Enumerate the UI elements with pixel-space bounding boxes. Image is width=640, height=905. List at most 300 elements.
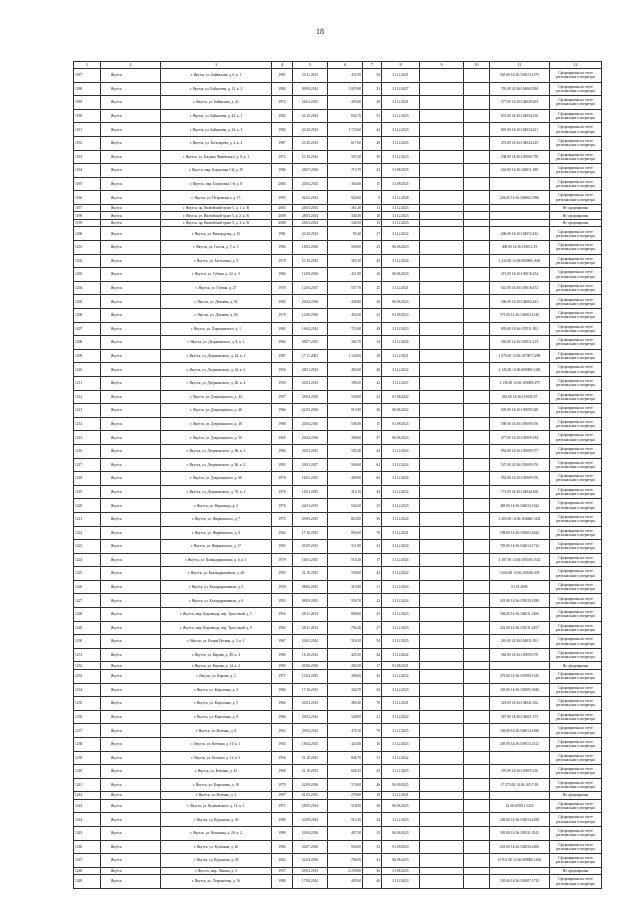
table-cell: г. Якутск, ул. Байкалова, д. 6, к. 1 (161, 69, 272, 83)
table-cell: Якутск (101, 212, 161, 220)
cell-amount: 771.00 (500, 489, 511, 494)
cell-cadastral-number: 14:36:105:7:38 (516, 782, 539, 787)
table-cell (490, 295, 550, 309)
table-cell (420, 204, 464, 212)
table-cell: 1208 (74, 336, 101, 350)
table-cell: 1191 (74, 123, 101, 137)
table-cell: 436.80 (328, 295, 363, 309)
table-cell: Сформирован на счете регионального оператора (550, 799, 602, 813)
table-cell: 17.10.2013 (293, 526, 328, 540)
cell-amount: 4 107.00 (498, 557, 512, 562)
table-cell: 31.12.2023 (382, 212, 420, 220)
cell-amount: 544.00 (500, 168, 511, 173)
table-cell: Сформирован на счете регионального оператора (550, 458, 602, 472)
table-cell (490, 662, 550, 670)
table-cell: 1206 (74, 309, 101, 323)
cell-amount: 1 070.00 (498, 353, 512, 358)
table-cell: 31.12.2021 (382, 792, 420, 800)
table-cell (420, 254, 464, 268)
table-cell (464, 813, 490, 827)
table-cell: 1965 (272, 431, 293, 445)
table-cell: 20.04.2016 (293, 826, 328, 840)
table-cell: Якутск (101, 799, 161, 813)
table-cell: 950.70 (328, 594, 363, 608)
table-cell: 1971 (272, 799, 293, 813)
table-cell: 1982 (272, 444, 293, 458)
table-cell: 794.20 (328, 621, 363, 635)
table-cell: 548.50 (328, 417, 363, 431)
table-cell (490, 227, 550, 241)
table-cell: 1956 (272, 363, 293, 377)
table-cell (420, 580, 464, 594)
table-cell: 31.12.2021 (382, 697, 420, 711)
table-cell (420, 136, 464, 150)
table-cell (464, 648, 490, 662)
table-cell: 1984 (272, 268, 293, 282)
table-row (74, 697, 602, 711)
table-cell: г. Якутск, ул. Вилюйский тракт 5, д. 2, к. В (161, 212, 272, 220)
table-cell: 14 (363, 336, 382, 350)
table-cell: Сформирован на счете регионального оператора (550, 512, 602, 526)
table-cell: 31.10.2013 (293, 567, 328, 581)
cell-amount: 783.00 (500, 544, 510, 549)
table-cell (464, 241, 490, 255)
table-cell (490, 390, 550, 404)
table-cell: г. Якутск, ул. Котенко, д. 12, к. 1 (161, 751, 272, 765)
table-row (74, 349, 602, 363)
table-cell: Якутск (101, 567, 161, 581)
table-cell: 23.10.2014 (293, 227, 328, 241)
cell-amount: 952.00 (500, 476, 511, 481)
table-cell: 20.04.2016 (293, 431, 328, 445)
table-cell: 511.90 (328, 540, 363, 554)
table-cell: Якутск (101, 792, 161, 800)
table-cell: 64 (363, 458, 382, 472)
table-cell (420, 621, 464, 635)
table-cell: Сформирован на счете регионального оператора (550, 737, 602, 751)
table-cell: 15 (363, 499, 382, 513)
table-cell: г. Якутск, ул. Дзержинского, д. 86, к. 1 (161, 444, 272, 458)
table-cell: г. Якутск, ул. Дзержинского, д. 70, к. 1 (161, 485, 272, 499)
table-cell (490, 594, 550, 608)
table-cell: 1966 (272, 404, 293, 418)
housing-register-table (73, 61, 602, 889)
table-cell: 1990 (272, 662, 293, 670)
table-cell (490, 349, 550, 363)
table-cell: 1954 (272, 737, 293, 751)
cell-cadastral-number: 14:36:104042:438 (511, 489, 539, 494)
table-cell: Сформирован на счете регионального оператора (550, 390, 602, 404)
column-number-8: 8 (382, 62, 420, 69)
table-cell: Якутск (101, 826, 161, 840)
cell-amount: 547.00 (500, 462, 511, 467)
table-cell: 570.00 (328, 778, 363, 792)
table-cell: 1981 (272, 69, 293, 83)
table-cell (420, 594, 464, 608)
table-cell: 22 (363, 594, 382, 608)
table-cell: 493.60 (328, 96, 363, 110)
table-cell (420, 191, 464, 205)
table-cell: 18 (363, 792, 382, 800)
table-cell (490, 485, 550, 499)
table-cell: 31.12.2024 (382, 472, 420, 486)
table-row (74, 150, 602, 164)
table-cell: 27 (363, 621, 382, 635)
table-cell: Якутск (101, 635, 161, 649)
table-cell: Сформирован на счете регионального оператора (550, 765, 602, 779)
table-cell: г. Якутск, ул. Дежнева, д. 84 (161, 309, 272, 323)
table-cell (490, 281, 550, 295)
table-row (74, 512, 602, 526)
table-cell: 16.01.2015 (293, 485, 328, 499)
table-cell: Якутск (101, 458, 161, 472)
table-cell: 1216 (74, 444, 101, 458)
table-cell: Якутск (101, 431, 161, 445)
table-row (74, 526, 602, 540)
table-cell (420, 683, 464, 697)
cell-cadastral-number: 14:36:103005:3040 (510, 687, 539, 692)
table-cell (420, 778, 464, 792)
table-cell (420, 241, 464, 255)
table-cell: 26.01.2015 (293, 96, 328, 110)
cell-amount: 240.00 (500, 817, 510, 822)
table-cell: 1217 (74, 458, 101, 472)
table-cell (490, 109, 550, 123)
table-cell (490, 82, 550, 96)
table-cell: 01.09.2023 (382, 840, 420, 854)
cell-cadastral-number: 14:36:105009:156 (511, 421, 539, 426)
table-cell: 41 (363, 854, 382, 868)
table-cell: Сформирован на счете регионального оператора (550, 472, 602, 486)
table-cell: 1243 (74, 799, 101, 813)
table-cell: 2008 (272, 212, 293, 220)
table-cell: Якутск (101, 724, 161, 738)
table-cell: 1976 (272, 485, 293, 499)
table-cell: 33 (363, 82, 382, 96)
cell-amount: 306.00 (500, 299, 511, 304)
table-cell: 16.03.2015 (293, 472, 328, 486)
table-cell: 31.12.2022 (382, 648, 420, 662)
cell-amount: 472.00 (500, 141, 511, 146)
table-cell: Якутск (101, 376, 161, 390)
cell-cadastral-number: 14:36:101011:2457 (510, 625, 539, 630)
table-row (74, 662, 602, 670)
table-cell: 40 (363, 875, 382, 889)
table-cell: 08.09.2015 (293, 594, 328, 608)
table-cell (464, 580, 490, 594)
table-cell: 1965 (272, 540, 293, 554)
table-cell: Сформирован на счете регионального оператора (550, 608, 602, 622)
table-cell: 42 (363, 376, 382, 390)
table-cell: 516.50 (328, 635, 363, 649)
table-cell: Сформирован на счете регионального оператора (550, 295, 602, 309)
cell-amount: 261.00 (500, 844, 510, 849)
cell-cadastral-number: 14:36:103012:19 (512, 245, 538, 250)
table-cell (490, 212, 550, 220)
table-cell (464, 697, 490, 711)
table-cell: 31.08.2025 (382, 867, 420, 875)
table-row (74, 499, 602, 513)
table-cell: 906.60 (328, 458, 363, 472)
table-cell: 31.08.2025 (382, 164, 420, 178)
table-cell (420, 697, 464, 711)
table-cell: Якутск (101, 512, 161, 526)
table-cell: 1211 (74, 376, 101, 390)
table-cell: 31.12.2023 (382, 875, 420, 889)
table-cell: Сформирован на счете регионального оператора (550, 751, 602, 765)
table-cell: Не сформирован (550, 204, 602, 212)
table-cell: 28.11.2014 (293, 621, 328, 635)
table-cell (464, 499, 490, 513)
table-row (74, 867, 602, 875)
table-cell: 1975 (272, 512, 293, 526)
table-cell: 36 (363, 799, 382, 813)
table-cell: Якутск (101, 648, 161, 662)
table-row (74, 737, 602, 751)
table-cell: Якутск (101, 404, 161, 418)
table-cell: 1954 (272, 608, 293, 622)
table-cell (420, 376, 464, 390)
cell-amount: 631.00 (500, 113, 511, 118)
table-cell: 22 (363, 309, 382, 323)
table-cell: 18.03.2016 (293, 241, 328, 255)
table-cell: Сформирован на счете регионального оператора (550, 136, 602, 150)
table-cell (464, 485, 490, 499)
cell-cadastral-number: 14:36:104011:1466 (510, 612, 539, 617)
table-cell (420, 123, 464, 137)
table-cell: Сформирован на счете регионального оператора (550, 875, 602, 889)
cell-amount: 791.00 (500, 86, 511, 91)
table-cell: Сформирован на счете регионального оператора (550, 635, 602, 649)
table-cell: Якутск (101, 662, 161, 670)
table-row (74, 336, 602, 350)
table-cell: 08.07.2015 (293, 336, 328, 350)
table-cell (420, 281, 464, 295)
table-cell: 25 (363, 608, 382, 622)
table-cell: г. Якутск, ул. Кирзавода, д. 2 (161, 499, 272, 513)
table-cell: 2008 (272, 219, 293, 227)
table-cell: 17 (363, 227, 382, 241)
table-cell: 28 (363, 136, 382, 150)
cell-amount: 3 604.00 (499, 571, 513, 576)
table-cell (490, 241, 550, 255)
table-cell: Якутск (101, 281, 161, 295)
cell-cadastral-number: 14:36:104072:432 (511, 231, 539, 236)
table-cell: 1207 (74, 322, 101, 336)
table-cell: 11 (363, 580, 382, 594)
table-cell: 1213 (74, 404, 101, 418)
table-cell (464, 336, 490, 350)
table-cell: 1993 (272, 567, 293, 581)
table-cell: 23.10.2015 (293, 254, 328, 268)
table-cell (490, 417, 550, 431)
table-cell (490, 96, 550, 110)
table-cell (464, 710, 490, 724)
table-cell: 31.12.2022 (382, 567, 420, 581)
table-cell: 16.04.2014 (293, 322, 328, 336)
table-cell (490, 204, 550, 212)
cell-cadastral-number: 14:36:104011:188 (511, 168, 539, 173)
table-cell: 1231 (74, 648, 101, 662)
table-cell: 37 (363, 431, 382, 445)
table-cell: 1980 (272, 875, 293, 889)
table-cell (464, 69, 490, 83)
table-cell: 1221 (74, 512, 101, 526)
cell-cadastral-number: 14:36:104063:1146 (510, 313, 539, 318)
cell-cadastral-number: 14:36:105009:378 (511, 653, 539, 658)
table-cell: 31.12.2027 (382, 376, 420, 390)
table-cell: 44 (363, 648, 382, 662)
table-cell: 1246 (74, 840, 101, 854)
column-number-3: 3 (161, 62, 272, 69)
table-cell: 400.00 (328, 472, 363, 486)
table-cell: 31.12.2024 (382, 512, 420, 526)
table-cell: 31.12.2022 (382, 669, 420, 683)
table-cell: г. Якутск, мкр. Кирзавода, пер. Трассовый, д. 9 (161, 621, 272, 635)
table-cell: 78 (363, 526, 382, 540)
table-cell: 1223 (74, 540, 101, 554)
table-cell: Сформирован на счете регионального оператора (550, 444, 602, 458)
table-cell: 31.12.2024 (382, 553, 420, 567)
table-cell: 20.03.2014 (293, 376, 328, 390)
table-cell: Якутск (101, 540, 161, 554)
table-row (74, 594, 602, 608)
table-cell: 49 (363, 322, 382, 336)
table-cell: 53 (363, 109, 382, 123)
table-cell: Сформирован на счете регионального оператора (550, 109, 602, 123)
table-cell: 16.01.2015 (293, 553, 328, 567)
cell-cadastral-number: 14:36:105006:750 (511, 154, 539, 159)
cell-amount: 2 145.00 (498, 367, 512, 372)
table-cell: 29.03.2013 (293, 867, 328, 875)
cell-cadastral-number: 14:36:104034:221 (511, 127, 539, 132)
table-cell: 1982 (272, 82, 293, 96)
table-cell: 1228 (74, 608, 101, 622)
table-cell: Сформирован на счете регионального оператора (550, 123, 602, 137)
table-cell: г. Якутск, ул. Дзержинского, д. 24, к. 1 (161, 349, 272, 363)
cell-cadastral-number: 14:36:105009:376 (511, 476, 539, 481)
table-cell: Якутск (101, 669, 161, 683)
table-cell: 516.20 (328, 553, 363, 567)
table-cell: Сформирован на счете регионального оператора (550, 499, 602, 513)
cell-cadastral-number: 14:36:105009:377 (511, 449, 539, 454)
table-cell: 1235 (74, 697, 101, 711)
table-cell: 1229 (74, 621, 101, 635)
table-cell: 11 (363, 751, 382, 765)
table-cell: Якутск (101, 219, 161, 227)
table-cell (490, 123, 550, 137)
table-row (74, 295, 602, 309)
table-row (74, 458, 602, 472)
table-cell: Якутск (101, 96, 161, 110)
table-cell (420, 417, 464, 431)
table-cell (490, 254, 550, 268)
table-cell (420, 608, 464, 622)
table-cell: 1232 (74, 662, 101, 670)
table-cell: 36 (363, 867, 382, 875)
table-cell (490, 854, 550, 868)
table-row (74, 404, 602, 418)
table-cell: г. Якутск, ул. Винокурова, д. 15 (161, 227, 272, 241)
table-cell: Сформирован на счете регионального оператора (550, 813, 602, 827)
table-cell (490, 648, 550, 662)
table-cell: Якутск (101, 580, 161, 594)
table-row (74, 724, 602, 738)
table-cell (464, 309, 490, 323)
table-cell (464, 540, 490, 554)
cell-cadastral-number: 14:36:000000:1636 (512, 258, 541, 263)
table-cell: Якутск (101, 268, 161, 282)
table-cell: 1981 (272, 227, 293, 241)
table-cell: г. Якутск, ул. Каландаришвили, д. 6, к. 1 (161, 553, 272, 567)
table-cell: 31.12.2023 (382, 109, 420, 123)
table-cell: 1189 (74, 96, 101, 110)
cell-amount: 577.00 (500, 100, 511, 105)
table-cell: 1200 (74, 227, 101, 241)
table-cell: 06.06.2023 (382, 826, 420, 840)
table-cell (464, 669, 490, 683)
table-cell: 407.50 (328, 826, 363, 840)
cell-amount: 226.00 (500, 195, 510, 200)
table-cell (490, 322, 550, 336)
table-cell: г. Якутск, ул. Петровского, д. 15 (161, 191, 272, 205)
table-cell (464, 177, 490, 191)
table-cell: 31.12.2022 (382, 710, 420, 724)
table-cell (420, 390, 464, 404)
table-cell (490, 376, 550, 390)
table-cell: Якутск (101, 177, 161, 191)
table-cell: 10.11.2015 (293, 69, 328, 83)
table-cell (464, 621, 490, 635)
table-cell: 36 (363, 404, 382, 418)
table-cell: 834.70 (328, 109, 363, 123)
table-cell: 1234 (74, 683, 101, 697)
table-cell: 15 (363, 826, 382, 840)
table-cell: 1197 (74, 204, 101, 212)
table-cell: 1980 (272, 813, 293, 827)
table-cell: 1237 (74, 724, 101, 738)
table-cell: Якутск (101, 390, 161, 404)
cell-cadastral-number: 14:36:101006:1345 (510, 674, 539, 679)
table-row (74, 417, 602, 431)
table-cell (490, 697, 550, 711)
table-cell: 28 (363, 96, 382, 110)
table-cell: 31.12.2023 (382, 608, 420, 622)
cell-cadastral-number: 14:36:104063:441 (511, 299, 539, 304)
table-cell: 31.12.2024 (382, 580, 420, 594)
table-cell (420, 164, 464, 178)
table-cell (464, 799, 490, 813)
table-cell: 334.70 (328, 683, 363, 697)
table-cell: 09.09.2014 (293, 82, 328, 96)
table-cell (420, 472, 464, 486)
table-cell (490, 336, 550, 350)
cell-cadastral-number: 14:36:104001:373 (511, 714, 539, 719)
table-cell: Якутск (101, 136, 161, 150)
table-cell: г. Якутск, ул. Дзержинского, д. 86, к. 2 (161, 458, 272, 472)
table-cell (420, 177, 464, 191)
table-cell: 95.20 (328, 227, 363, 241)
table-cell: 36 (363, 512, 382, 526)
table-cell: Сформирован на счете регионального оператора (550, 191, 602, 205)
table-cell: 1201 (74, 241, 101, 255)
table-cell: 503.30 (328, 150, 363, 164)
table-cell: 1214 (74, 417, 101, 431)
table-cell: г. Якутск, ул. Каландаришвили, д. 40 (161, 567, 272, 581)
cell-amount: 952.00 (500, 449, 511, 454)
table-row (74, 648, 602, 662)
table-cell: 31.12.2024 (382, 336, 420, 350)
